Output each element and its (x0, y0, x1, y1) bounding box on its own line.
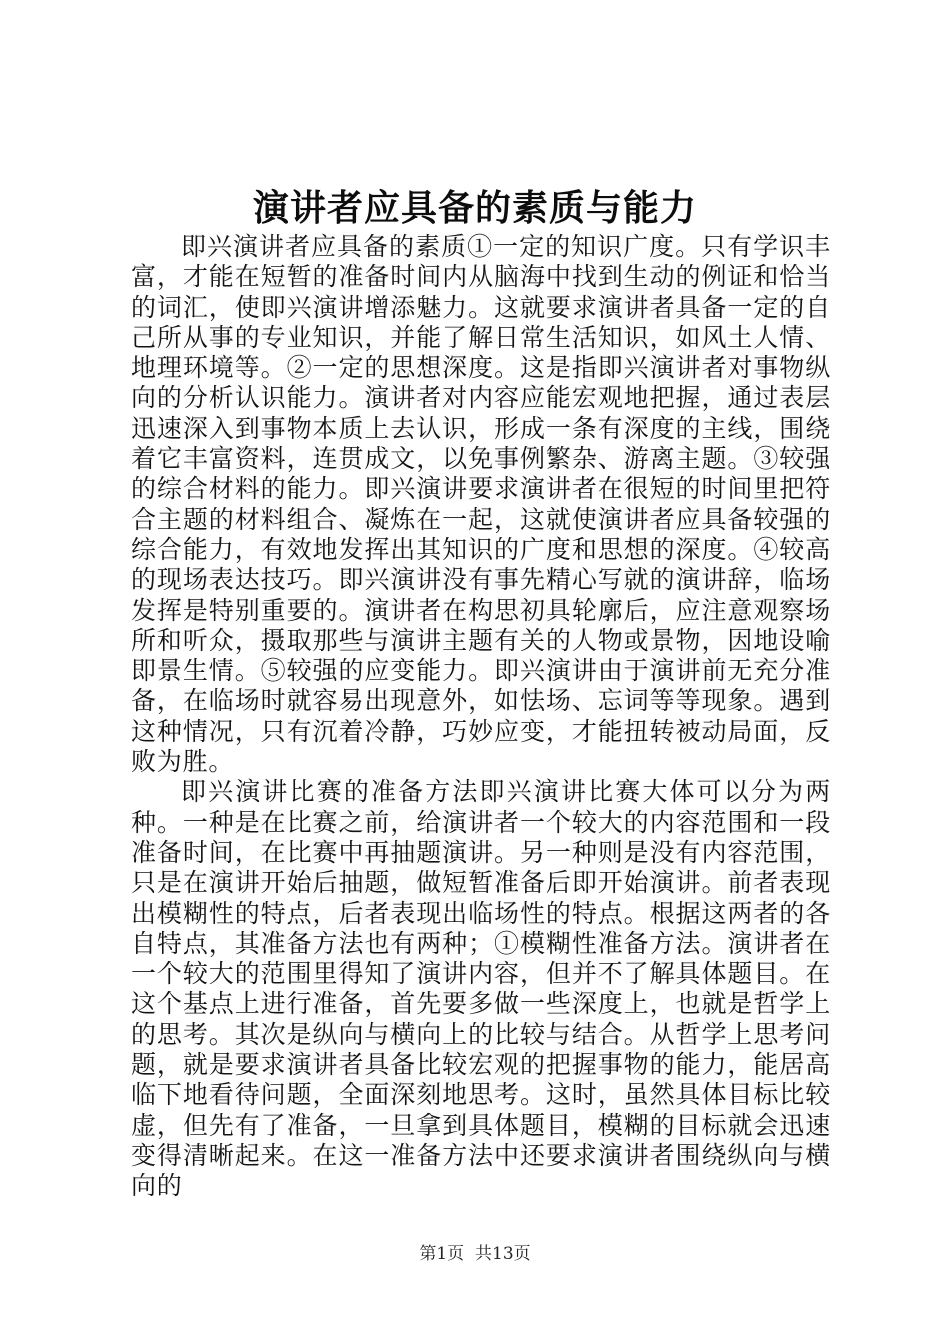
page-number: 第1页 (419, 1244, 465, 1264)
page-footer (0, 1242, 950, 1266)
paragraph-preparation-methods: 即兴演讲比赛的准备方法即兴演讲比赛大体可以分为两种。一种是在比赛之前，给演讲者一个较大的内容范围和一段准备时间，在比赛中再抽题演讲。另一种则是没有内容范围，只是在演讲开始后抽题，做短暂准备后即开始演讲。前者表现出模糊性的特点，后者表现出临场性的特点。根据这两者的各自特点，其准备方法也有两种；①模糊性准备方法。演讲者在一个较大的范围里得知了演讲内容，但并不了解具体题目。在这个基点上进行准备，首先要多做一些深度上，也就是哲学上的思考。其次是纵向与横向上的比较与结合。从哲学上思考问题，就是要求演讲者具备比较宏观的把握事物的能力，能居高临下地看待问题，全面深刻地思考。这时，虽然具体目标比较虚，但先有了准备，一旦拿到具体题目，模糊的目标就会迅速变得清晰起来。在这一准备方法中还要求演讲者围绕纵向与横向的 (131, 777, 831, 1201)
document-title: 演讲者应具备的素质与能力 (252, 187, 697, 229)
document-body (131, 232, 831, 1202)
page-total: 共13页 (475, 1244, 531, 1264)
paragraph-qualities: 即兴演讲者应具备的素质①一定的知识广度。只有学识丰富，才能在短暂的准备时间内从脑海中找到生动的例证和恰当的词汇，使即兴演讲增添魅力。这就要求演讲者具备一定的自己所从事的专业知识，并能了解日常生活知识，如风土人情、地理环境等。②一定的思想深度。这是指即兴演讲者对事物纵向的分析认识能力。演讲者对内容应能宏观地把握，通过表层迅速深入到事物本质上去认识，形成一条有深度的主线，围绕着它丰富资料，连贯成文，以免事例繁杂、游离主题。③较强的综合材料的能力。即兴演讲要求演讲者在很短的时间里把符合主题的材料组合、凝炼在一起，这就使演讲者应具备较强的综合能力，有效地发挥出其知识的广度和思想的深度。④较高的现场表达技巧。即兴演讲没有事先精心写就的演讲辞，临场发挥是特别重要的。演讲者在构思初具轮廓后，应注意观察场所和听众，摄取那些与演讲主题有关的人物或景物，因地设喻即景生情。⑤较强的应变能力。即兴演讲由于演讲前无充分准备，在临场时就容易出现意外，如怯场、忘词等等现象。遇到这种情况，只有沉着冷静，巧妙应变，才能扭转被动局面，反败为胜。 (131, 232, 831, 777)
